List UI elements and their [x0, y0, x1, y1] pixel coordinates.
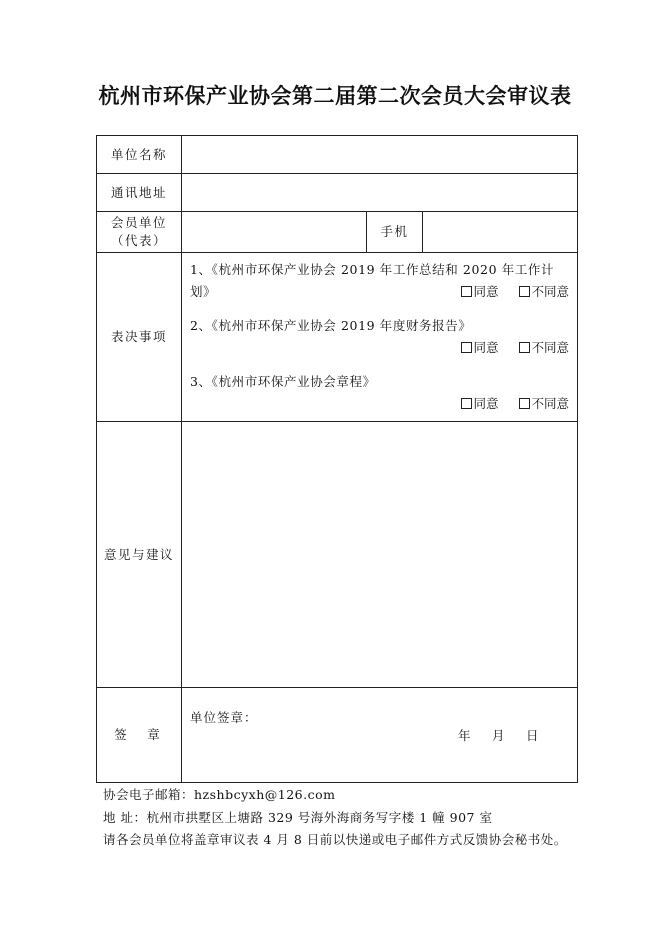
date-year: 年 — [458, 728, 471, 743]
checkbox-icon — [519, 286, 530, 297]
vote-item-text: 1、《杭州市环保产业协会 2019 年工作总结和 2020 年工作计划》 — [190, 262, 555, 299]
member-field[interactable] — [182, 212, 367, 253]
unit-name-field[interactable] — [182, 136, 578, 174]
address-field[interactable] — [182, 174, 578, 212]
checkbox-icon — [461, 398, 472, 409]
review-form-table — [96, 135, 578, 783]
footer-address: 地 址：杭州市拱墅区上塘路 329 号海外海商务写字楼 1 幢 907 室 — [103, 810, 493, 825]
vote-item — [182, 309, 577, 365]
disagree-checkbox[interactable]: 不同意 — [519, 337, 570, 359]
footer-notice: 请各会员单位将盖章审议表 4 月 8 日前以快递或电子邮件方式反馈协会秘书处。 — [103, 832, 567, 847]
items-label: 表决事项 — [97, 253, 182, 422]
vote-item — [182, 365, 577, 421]
agree-checkbox[interactable]: 同意 — [461, 281, 499, 303]
seal-label: 签 章 — [97, 688, 182, 783]
phone-field[interactable] — [423, 212, 578, 253]
unit-name-label: 单位名称 — [97, 136, 182, 174]
phone-label: 手机 — [367, 212, 423, 253]
vote-item-text: 2、《杭州市环保产业协会 2019 年度财务报告》 — [190, 318, 472, 333]
vote-item-text: 3、《杭州市环保产业协会章程》 — [190, 374, 376, 389]
date-line — [458, 726, 539, 744]
vote-items-cell — [182, 253, 578, 422]
seal-field[interactable] — [182, 688, 578, 783]
disagree-checkbox[interactable]: 不同意 — [519, 393, 570, 415]
date-day: 日 — [526, 728, 539, 743]
checkbox-icon — [461, 342, 472, 353]
agree-checkbox[interactable]: 同意 — [461, 393, 499, 415]
agree-checkbox[interactable]: 同意 — [461, 337, 499, 359]
member-label-line2: （代表） — [110, 233, 167, 248]
checkbox-icon — [461, 286, 472, 297]
member-label-line1: 会员单位 — [110, 215, 167, 230]
disagree-checkbox[interactable]: 不同意 — [519, 281, 570, 303]
page-title: 杭州市环保产业协会第二届第二次会员大会审议表 — [98, 83, 572, 108]
opinion-field[interactable] — [182, 422, 578, 688]
footer-email: 协会电子邮箱：hzshbcyxh@126.com — [103, 787, 336, 802]
date-month: 月 — [492, 728, 505, 743]
checkbox-icon — [519, 398, 530, 409]
opinion-label: 意见与建议 — [97, 422, 182, 688]
address-label: 通讯地址 — [97, 174, 182, 212]
checkbox-icon — [519, 342, 530, 353]
member-label — [97, 212, 182, 253]
seal-field-label: 单位签章： — [190, 710, 258, 725]
vote-item — [182, 253, 577, 309]
